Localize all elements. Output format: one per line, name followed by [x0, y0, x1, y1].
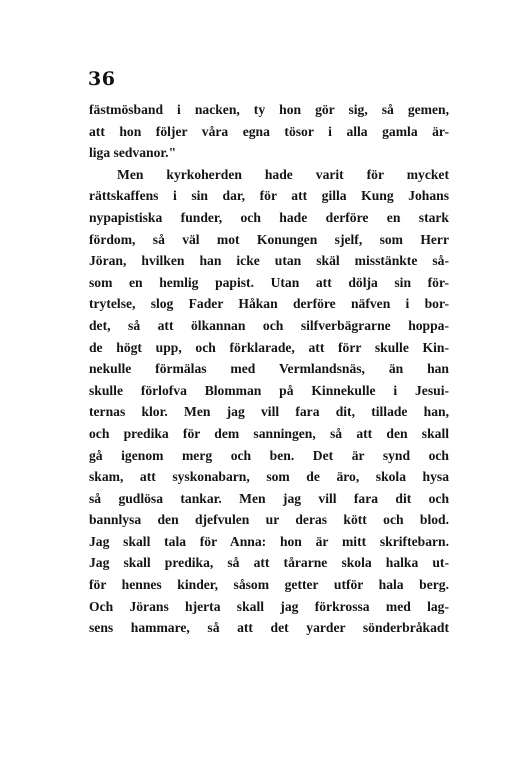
page-number: 36: [88, 68, 116, 90]
paragraph-1: [89, 99, 449, 164]
text-line: att hon följer våra egna tösor i alla gamla är-: [89, 123, 449, 139]
text-line: nekulle förmälas med Vermlandsnäs, än han: [89, 361, 449, 377]
text-line: bannlysa den djefvulen ur deras kött och blod.: [89, 512, 449, 528]
text-line: sens hammare, så att det yarder sönderbråkadt: [89, 620, 449, 636]
text-line: så gudlösa tankar. Men jag vill fara dit och: [89, 490, 449, 506]
text-line: skulle förlofva Blomman på Kinnekulle i Jesui-: [89, 382, 449, 398]
text-line: och predika för dem sanningen, så att den skall: [89, 425, 449, 441]
text-line: för hennes kinder, såsom getter utför hala berg.: [89, 577, 449, 593]
text-line: rättskaffens i sin dar, för att gilla Kung Johans: [89, 188, 449, 204]
text-line: de högt upp, och förklarade, att förr skulle Kin-: [89, 339, 449, 355]
text-line: Och Jörans hjerta skall jag förkrossa med lag-: [89, 598, 449, 614]
text-line: gå igenom merg och ben. Det är synd och: [89, 447, 449, 463]
text-line: som en hemlig papist. Utan att dölja sin för-: [89, 274, 449, 290]
text-line: trytelse, slog Fader Håkan derföre näfven i bor-: [89, 296, 449, 312]
text-line: Jag skall predika, så att tårarne skola halka ut-: [89, 555, 449, 571]
text-line: fördom, så väl mot Konungen sjelf, som Herr: [89, 231, 449, 247]
text-line: det, så att ölkannan och silfverbägrarne hoppa-: [89, 317, 449, 333]
text-line: nypapistiska funder, och hade derföre en stark: [89, 209, 449, 225]
text-line: liga sedvanor.": [89, 145, 177, 161]
body-text: [89, 99, 449, 639]
text-line: Men kyrkoherden hade varit för mycket: [117, 166, 449, 182]
text-line: ternas klor. Men jag vill fara dit, tillade han,: [89, 404, 449, 420]
text-line: skam, att syskonabarn, som de äro, skola hysa: [89, 469, 449, 485]
text-line: fästmösband i nacken, ty hon gör sig, så gemen,: [89, 102, 449, 117]
text-line: Jöran, hvilken han icke utan skäl misstänkte så-: [89, 253, 449, 269]
text-line: Jag skall tala för Anna: hon är mitt skriftebarn.: [89, 533, 449, 549]
paragraph-2: [89, 164, 449, 639]
